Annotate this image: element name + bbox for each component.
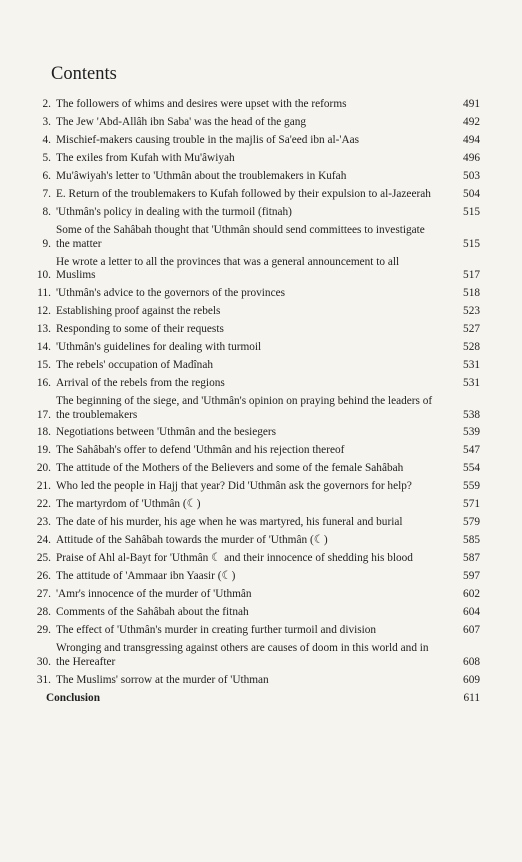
toc-entry-title: Comments of the Sahâbah about the fitnah bbox=[56, 606, 249, 619]
toc-entry-number: 18. bbox=[36, 426, 51, 439]
toc-entry-title: Responding to some of their requests bbox=[56, 323, 224, 336]
toc-entry-title: Mischief-makers causing trouble in the majlis of Sa'eed ibn al-'Aas bbox=[56, 134, 360, 147]
toc-entry-title: The exiles from Kufah with Mu'âwiyah bbox=[56, 152, 235, 165]
toc-entry-title: The rebels' occupation of Madînah bbox=[56, 358, 213, 371]
toc-entry-number: 3. bbox=[42, 116, 51, 129]
toc-entry bbox=[20, 375, 480, 393]
page-title: Contents bbox=[51, 64, 117, 84]
toc-entry-page: 611 bbox=[463, 691, 480, 704]
toc-entry bbox=[20, 532, 480, 550]
toc-entry bbox=[20, 321, 480, 339]
toc-entry-title: Conclusion bbox=[46, 691, 100, 704]
toc-entry-title: Attitude of the Sahâbah towards the murder of 'Uthmân (☾) bbox=[56, 534, 328, 547]
toc-entry-number: 29. bbox=[36, 624, 51, 637]
toc-entry-title: The Jew 'Abd-Allâh ibn Saba' was the head of the gang bbox=[56, 116, 307, 129]
toc-entry-page: 608 bbox=[463, 655, 480, 668]
toc-entry-number: 12. bbox=[36, 305, 51, 318]
toc-entry-title: Mu'âwiyah's letter to 'Uthmân about the troublemakers in Kufah bbox=[56, 170, 347, 183]
toc-entry-number: 15. bbox=[36, 358, 51, 371]
toc-entry bbox=[20, 186, 480, 204]
toc-entry-page: 517 bbox=[463, 269, 480, 282]
toc-entry-title: 'Uthmân's guidelines for dealing with turmoil bbox=[56, 341, 262, 353]
toc-entry-page: 518 bbox=[463, 287, 480, 300]
toc-entry-page: 607 bbox=[463, 624, 480, 637]
toc-entry bbox=[20, 689, 480, 707]
toc-entry-number: 17. bbox=[36, 408, 51, 421]
toc-entry-number: 7. bbox=[42, 188, 51, 201]
toc-entry-number: 2. bbox=[42, 98, 51, 111]
toc-entry-number: 11. bbox=[37, 287, 51, 300]
toc-entry-page: 538 bbox=[463, 408, 480, 421]
toc-entry-page: 515 bbox=[463, 237, 480, 250]
toc-entry bbox=[20, 460, 480, 478]
toc-entry-number: 13. bbox=[36, 323, 51, 336]
toc-entry-page: 504 bbox=[463, 188, 480, 201]
toc-entry-title: Praise of Ahl al-Bayt for 'Uthmân ☾ and their innocence of shedding his blood bbox=[56, 552, 413, 565]
toc-entry-page: 531 bbox=[463, 358, 480, 371]
toc-entry-page: 602 bbox=[463, 588, 480, 601]
toc-entry-number: 27. bbox=[36, 588, 51, 601]
toc-entry-title: The Sahâbah's offer to defend 'Uthmân and his rejection thereof bbox=[56, 444, 345, 457]
toc-entry-page: 494 bbox=[463, 134, 480, 147]
toc-entry-title: The Muslims' sorrow at the murder of 'Uthman bbox=[56, 673, 269, 686]
toc-entry-number: 14. bbox=[36, 341, 51, 353]
toc-entry-number: 9. bbox=[42, 237, 51, 250]
toc-entry bbox=[20, 640, 480, 672]
toc-entry-page: 503 bbox=[463, 170, 480, 183]
toc-entry bbox=[20, 168, 480, 186]
toc-entry-page: 531 bbox=[463, 376, 480, 389]
toc-entry bbox=[20, 303, 480, 321]
toc-entry-title: Arrival of the rebels from the regions bbox=[56, 376, 225, 389]
toc-entry bbox=[20, 339, 480, 357]
toc-entry-title: He wrote a letter to all the provinces that was a general announcement to all Muslims bbox=[56, 255, 400, 282]
toc-entry-page: 539 bbox=[463, 426, 480, 439]
toc-entry-title: 'Amr's innocence of the murder of 'Uthmân bbox=[56, 588, 252, 601]
toc-entry bbox=[20, 671, 480, 689]
table-of-contents bbox=[20, 96, 480, 707]
toc-entry-number: 5. bbox=[42, 152, 51, 165]
toc-entry-number: 22. bbox=[36, 498, 51, 511]
toc-entry-number: 4. bbox=[42, 134, 51, 147]
toc-entry-page: 585 bbox=[463, 534, 480, 547]
toc-entry-title: 'Uthmân's advice to the governors of the provinces bbox=[56, 287, 286, 300]
toc-entry-page: 515 bbox=[463, 206, 480, 218]
toc-entry-number: 6. bbox=[42, 170, 51, 183]
toc-entry bbox=[20, 478, 480, 496]
toc-entry-number: 24. bbox=[36, 534, 51, 547]
toc-entry-number: 31. bbox=[36, 673, 51, 686]
toc-entry-title: The attitude of the Mothers of the Believers and some of the female Sahâbah bbox=[56, 462, 404, 475]
toc-entry bbox=[20, 393, 480, 425]
toc-entry-number: 21. bbox=[36, 480, 51, 493]
toc-entry-page: 527 bbox=[463, 323, 480, 336]
toc-entry bbox=[20, 604, 480, 622]
toc-entry-title: Wronging and transgressing against others are causes of doom in this world and in the Hereafter bbox=[56, 642, 429, 668]
toc-entry bbox=[20, 150, 480, 168]
toc-entry-number: 19. bbox=[36, 444, 51, 457]
toc-entry bbox=[20, 514, 480, 532]
toc-entry-title: The martyrdom of 'Uthmân (☾) bbox=[56, 498, 201, 511]
toc-entry-title: The date of his murder, his age when he was martyred, his funeral and burial bbox=[56, 516, 403, 529]
toc-entry-title: Establishing proof against the rebels bbox=[56, 305, 221, 318]
toc-entry bbox=[20, 357, 480, 375]
toc-entry-page: 523 bbox=[463, 305, 480, 318]
toc-entry bbox=[20, 222, 480, 254]
toc-entry-page: 571 bbox=[463, 498, 480, 511]
toc-entry-page: 579 bbox=[463, 516, 480, 529]
toc-entry-title: The effect of 'Uthmân's murder in creating further turmoil and division bbox=[56, 624, 377, 637]
toc-entry-title: The attitude of 'Ammaar ibn Yaasir (☾) bbox=[56, 570, 236, 583]
toc-entry-number: 26. bbox=[36, 570, 51, 583]
toc-entry bbox=[20, 550, 480, 568]
toc-entry-number: 23. bbox=[36, 516, 51, 529]
toc-entry bbox=[20, 442, 480, 460]
toc-entry-page: 597 bbox=[463, 570, 480, 583]
toc-entry bbox=[20, 204, 480, 222]
toc-entry-page: 547 bbox=[463, 444, 480, 457]
toc-entry-page: 496 bbox=[463, 152, 480, 165]
toc-entry-title: Who led the people in Hajj that year? Did 'Uthmân ask the governors for help? bbox=[56, 480, 412, 493]
toc-entry-number: 16. bbox=[36, 376, 51, 389]
toc-entry-number: 8. bbox=[42, 206, 51, 218]
toc-entry-number: 10. bbox=[36, 269, 51, 282]
toc-entry-number: 28. bbox=[36, 606, 51, 619]
toc-entry bbox=[20, 253, 480, 285]
toc-entry bbox=[20, 496, 480, 514]
toc-entry-page: 492 bbox=[463, 116, 480, 129]
toc-entry bbox=[20, 424, 480, 442]
toc-entry bbox=[20, 586, 480, 604]
toc-entry-page: 528 bbox=[463, 341, 480, 353]
toc-entry-page: 609 bbox=[463, 673, 480, 686]
toc-entry bbox=[20, 285, 480, 303]
toc-entry bbox=[20, 114, 480, 132]
toc-entry-title: 'Uthmân's policy in dealing with the turmoil (fitnah) bbox=[56, 206, 292, 218]
toc-entry-page: 559 bbox=[463, 480, 480, 493]
toc-entry-title: The beginning of the siege, and 'Uthmân's opinion on praying behind the leaders of the troublemakers bbox=[56, 394, 433, 421]
toc-entry bbox=[20, 96, 480, 114]
toc-entry-page: 554 bbox=[463, 462, 480, 475]
toc-entry bbox=[20, 622, 480, 640]
toc-entry-number: 25. bbox=[36, 552, 51, 565]
toc-entry-title: E. Return of the troublemakers to Kufah followed by their expulsion to al-Jazeerah bbox=[56, 188, 431, 201]
toc-entry-page: 587 bbox=[463, 552, 480, 565]
toc-entry-page: 604 bbox=[463, 606, 480, 619]
toc-entry bbox=[20, 568, 480, 586]
toc-entry-page: 491 bbox=[463, 98, 480, 111]
toc-entry-title: Negotiations between 'Uthmân and the besiegers bbox=[56, 426, 277, 439]
toc-entry bbox=[20, 132, 480, 150]
toc-entry-number: 20. bbox=[36, 462, 51, 475]
toc-entry-title: The followers of whims and desires were upset with the reforms bbox=[56, 98, 347, 111]
toc-entry-title: Some of the Sahâbah thought that 'Uthmân should send committees to investigate the matter bbox=[56, 223, 425, 250]
toc-entry-number: 30. bbox=[36, 655, 51, 668]
